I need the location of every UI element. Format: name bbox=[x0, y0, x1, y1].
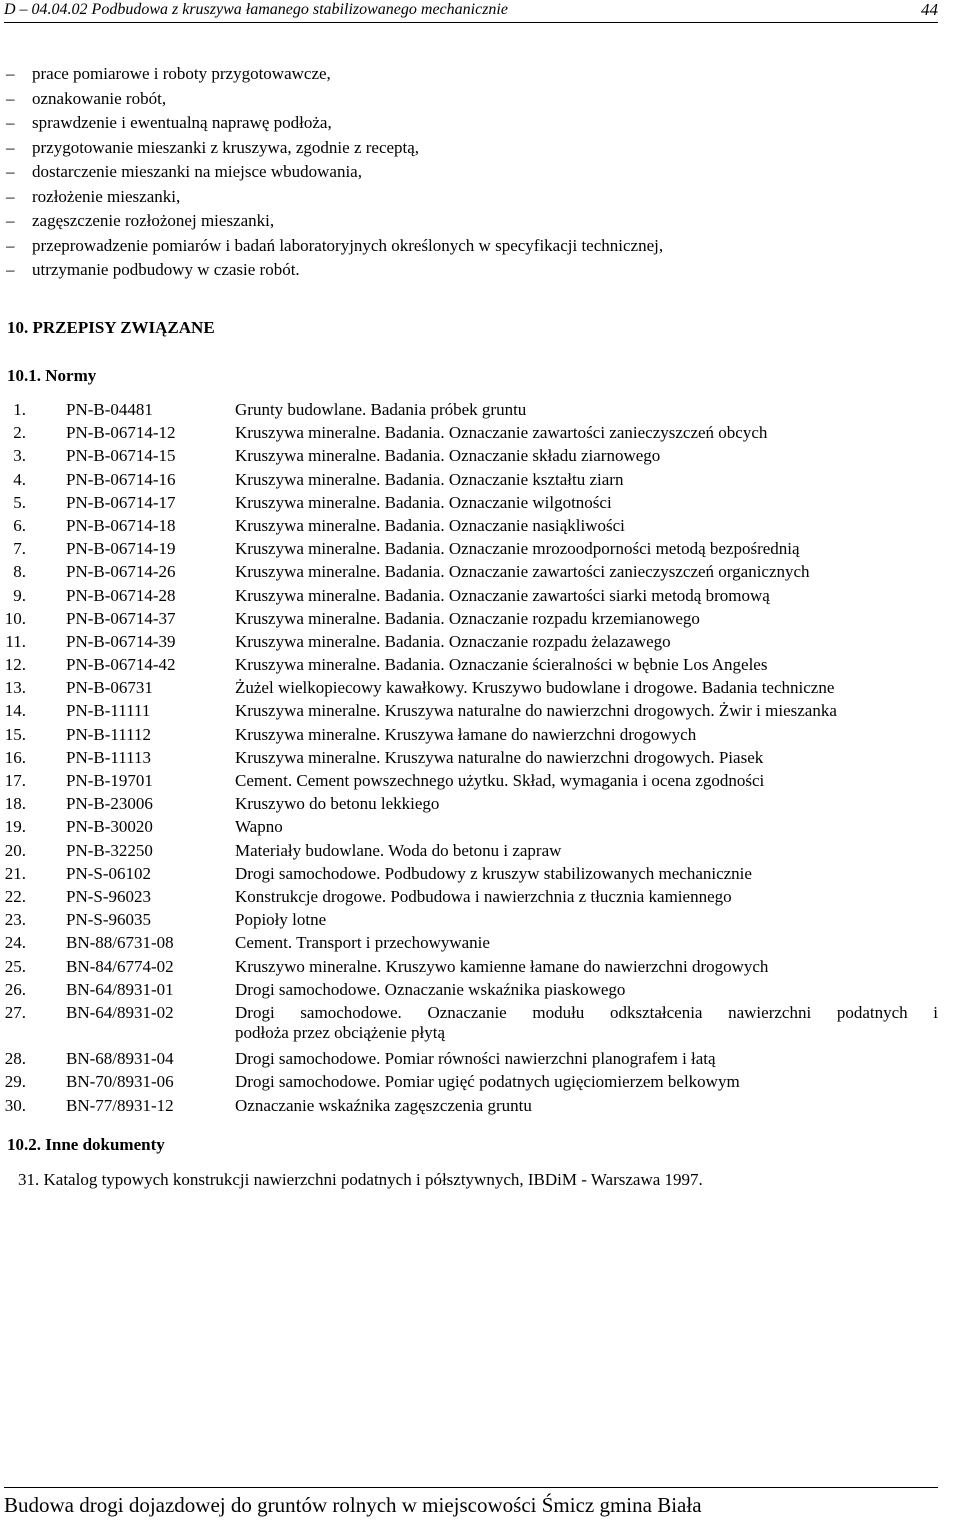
norm-title-text: Konstrukcje drogowe. Podbudowa i nawierzchnia z tłucznia kamiennego bbox=[235, 886, 732, 906]
dash-bullet: – bbox=[6, 113, 15, 132]
norm-title-text: Kruszywo do betonu lekkiego bbox=[235, 794, 440, 814]
norm-code: PN-B-06731 bbox=[66, 678, 153, 698]
norm-title-text: Kruszywa mineralne. Kruszywa naturalne do nawierzchni drogowych. Żwir i mieszanka bbox=[235, 701, 837, 721]
norm-title-text: Kruszywa mineralne. Badania. Oznaczanie ścieralności w bębnie Los Angeles bbox=[235, 655, 768, 675]
norm-title bbox=[235, 1049, 938, 1069]
norm-title bbox=[235, 562, 938, 582]
norms-list bbox=[0, 400, 940, 1119]
norm-title-text: Drogi samochodowe. Podbudowy z kruszyw stabilizowanych mechanicznie bbox=[235, 863, 752, 883]
list-item-text: rozłożenie mieszanki, bbox=[32, 186, 181, 206]
norm-code: BN-70/8931-06 bbox=[66, 1072, 174, 1092]
page-footer bbox=[4, 1487, 938, 1522]
norm-code: PN-B-30020 bbox=[66, 817, 153, 837]
list-item-text: utrzymanie podbudowy w czasie robót. bbox=[32, 260, 300, 279]
norm-number: 25. bbox=[4, 956, 26, 976]
norm-code: PN-B-11111 bbox=[66, 701, 151, 721]
list-item bbox=[6, 162, 663, 187]
norm-title bbox=[235, 632, 938, 652]
list-item bbox=[6, 113, 663, 138]
norm-number: 29. bbox=[4, 1072, 26, 1092]
norm-number: 27. bbox=[4, 1002, 26, 1022]
norm-code: PN-B-06714-17 bbox=[66, 492, 176, 512]
norm-title bbox=[235, 539, 938, 559]
list-item-text: zagęszczenie rozłożonej mieszanki, bbox=[32, 211, 275, 230]
norm-row bbox=[0, 539, 940, 562]
norm-number: 10. bbox=[4, 608, 26, 628]
norm-title-text: Kruszywa mineralne. Kruszywa naturalne do nawierzchni drogowych. Piasek bbox=[235, 747, 764, 767]
norm-number: 26. bbox=[4, 979, 26, 999]
norm-code: BN-64/8931-01 bbox=[66, 979, 174, 999]
norm-title bbox=[235, 446, 938, 466]
norm-number: 24. bbox=[4, 933, 26, 953]
norm-number: 15. bbox=[4, 724, 26, 744]
norm-title bbox=[235, 1072, 938, 1092]
norm-title bbox=[235, 586, 938, 606]
norm-title bbox=[235, 933, 938, 953]
norm-number: 14. bbox=[4, 701, 26, 721]
norm-row bbox=[0, 423, 940, 446]
list-item bbox=[6, 211, 663, 236]
dash-bullet: – bbox=[6, 137, 15, 157]
norm-title bbox=[235, 725, 938, 745]
norm-row bbox=[0, 980, 940, 1003]
norm-number: 3. bbox=[13, 446, 26, 466]
list-item bbox=[6, 138, 663, 163]
norm-title bbox=[235, 1096, 938, 1116]
norm-code: PN-B-06714-18 bbox=[66, 515, 176, 535]
dash-bullet: – bbox=[6, 260, 15, 279]
norm-row bbox=[0, 609, 940, 632]
norm-title bbox=[235, 910, 938, 930]
norm-title-text: Kruszywa mineralne. Badania. Oznaczanie kształtu ziarn bbox=[235, 469, 624, 489]
list-item-text: sprawdzenie i ewentualną naprawę podłoża, bbox=[32, 113, 332, 132]
norm-title-text: Kruszywa mineralne. Badania. Oznaczanie rozpadu żelazawego bbox=[235, 631, 671, 651]
list-item-text: przeprowadzenie pomiarów i badań laboratoryjnych określonych w specyfikacji technicznej, bbox=[32, 235, 664, 255]
norm-row bbox=[0, 516, 940, 539]
norm-title-text: Kruszywo mineralne. Kruszywo kamienne łamane do nawierzchni drogowych bbox=[235, 956, 769, 976]
norm-row bbox=[0, 493, 940, 516]
norm-number: 7. bbox=[13, 539, 26, 559]
norm-title-text: Kruszywa mineralne. Badania. Oznaczanie rozpadu krzemianowego bbox=[235, 608, 700, 628]
norm-title bbox=[235, 817, 938, 837]
norm-number: 20. bbox=[4, 840, 26, 860]
list-item bbox=[6, 187, 663, 212]
norm-number: 1. bbox=[13, 400, 26, 419]
norm-code: PN-B-06714-42 bbox=[66, 655, 176, 675]
norm-title bbox=[235, 794, 938, 814]
norm-number: 30. bbox=[4, 1095, 26, 1115]
norm-title-text: Kruszywa mineralne. Badania. Oznaczanie składu ziarnowego bbox=[235, 446, 661, 466]
dash-bullet: – bbox=[6, 235, 15, 255]
norm-row bbox=[0, 1049, 940, 1072]
norm-title bbox=[235, 678, 938, 698]
norm-number: 17. bbox=[4, 771, 26, 790]
norm-number: 4. bbox=[13, 469, 26, 489]
norm-title-text: Kruszywa mineralne. Badania. Oznaczanie wilgotności bbox=[235, 492, 612, 512]
norm-title bbox=[235, 957, 938, 977]
norm-row bbox=[0, 1072, 940, 1095]
list-item bbox=[6, 64, 663, 89]
norm-row bbox=[0, 701, 940, 724]
norm-title-text: Kruszywa mineralne. Badania. Oznaczanie zawartości siarki metodą bromową bbox=[235, 585, 770, 605]
dash-bullet: – bbox=[6, 211, 15, 230]
norm-row bbox=[0, 400, 940, 423]
section-title: 10. PRZEPISY ZWIĄZANE bbox=[7, 318, 215, 337]
norm-title bbox=[235, 864, 938, 884]
norm-number: 22. bbox=[4, 886, 26, 906]
norm-title-continuation: podłoża przez obciążenie płytą bbox=[235, 1022, 446, 1042]
norm-row bbox=[0, 933, 940, 956]
norm-row bbox=[0, 794, 940, 817]
norm-title-text: Drogi samochodowe. Pomiar ugięć podatnych ugięciomierzem belkowym bbox=[235, 1072, 740, 1092]
list-item bbox=[6, 236, 663, 261]
works-list bbox=[6, 64, 663, 285]
norm-number: 5. bbox=[13, 492, 26, 512]
norm-number: 19. bbox=[4, 817, 26, 837]
norm-title-text: Kruszywa mineralne. Badania. Oznaczanie mrozoodporności metodą bezpośrednią bbox=[235, 539, 800, 559]
norm-row bbox=[0, 771, 940, 794]
norm-title bbox=[235, 400, 938, 420]
dash-bullet: – bbox=[6, 64, 15, 83]
norm-code: PN-B-04481 bbox=[66, 400, 153, 419]
norm-title bbox=[235, 1003, 938, 1043]
norm-number: 2. bbox=[13, 423, 26, 443]
norm-number: 9. bbox=[13, 585, 26, 605]
norm-title bbox=[235, 701, 938, 721]
norm-row bbox=[0, 864, 940, 887]
norm-title bbox=[235, 470, 938, 490]
norm-code: PN-B-06714-26 bbox=[66, 562, 176, 582]
list-item-text: przygotowanie mieszanki z kruszywa, zgodnie z receptą, bbox=[32, 137, 420, 157]
norm-code: BN-77/8931-12 bbox=[66, 1095, 174, 1115]
subsection-other-title: 10.2. Inne dokumenty bbox=[7, 1135, 165, 1154]
norm-code: PN-B-06714-16 bbox=[66, 469, 176, 489]
norm-title bbox=[235, 841, 938, 861]
norm-row bbox=[0, 562, 940, 585]
norm-number: 12. bbox=[4, 655, 26, 675]
dash-bullet: – bbox=[6, 186, 15, 206]
norm-title-text: Drogi samochodowe. Pomiar równości nawierzchni planografem i łatą bbox=[235, 1049, 716, 1069]
norm-code: PN-B-06714-37 bbox=[66, 608, 176, 628]
footer-text: Budowa drogi dojazdowej do gruntów rolnych w miejscowości Śmicz gmina Biała bbox=[4, 1493, 702, 1517]
norm-row bbox=[0, 586, 940, 609]
norm-row bbox=[0, 470, 940, 493]
norm-title-text: Grunty budowlane. Badania próbek gruntu bbox=[235, 400, 527, 419]
norm-code: PN-B-11113 bbox=[66, 747, 151, 767]
norm-row bbox=[0, 725, 940, 748]
norm-code: PN-B-06714-28 bbox=[66, 585, 176, 605]
dash-bullet: – bbox=[6, 88, 15, 108]
norm-title-text: Żużel wielkopiecowy kawałkowy. Kruszywo budowlane i drogowe. Badania techniczne bbox=[235, 678, 835, 698]
norm-title-text: Kruszywa mineralne. Badania. Oznaczanie zawartości zanieczyszczeń obcych bbox=[235, 423, 768, 443]
norm-number: 21. bbox=[4, 863, 26, 883]
dash-bullet: – bbox=[6, 162, 15, 181]
norm-number: 18. bbox=[4, 794, 26, 814]
norm-code: BN-68/8931-04 bbox=[66, 1049, 174, 1069]
norm-title bbox=[235, 771, 938, 791]
norm-title-text: Kruszywa mineralne. Badania. Oznaczanie zawartości zanieczyszczeń organicznych bbox=[235, 562, 810, 582]
norm-number: 6. bbox=[13, 515, 26, 535]
norm-row bbox=[0, 1003, 940, 1049]
norm-title-text: Cement. Cement powszechnego użytku. Skład, wymagania i ocena zgodności bbox=[235, 771, 765, 790]
norm-code: PN-B-06714-15 bbox=[66, 446, 176, 466]
norm-title bbox=[235, 423, 938, 443]
norm-title-text: Materiały budowlane. Woda do betonu i zapraw bbox=[235, 840, 562, 860]
norm-title-text: Drogi samochodowe. Oznaczanie wskaźnika piaskowego bbox=[235, 979, 626, 999]
norm-title bbox=[235, 609, 938, 629]
norm-number: 23. bbox=[4, 910, 26, 930]
norm-number: 16. bbox=[4, 747, 26, 767]
norm-code: PN-B-06714-12 bbox=[66, 423, 176, 443]
norm-row bbox=[0, 655, 940, 678]
norm-code: BN-64/8931-02 bbox=[66, 1002, 174, 1022]
norm-code: PN-B-19701 bbox=[66, 771, 153, 790]
norm-row bbox=[0, 748, 940, 771]
norm-code: BN-88/6731-08 bbox=[66, 933, 174, 953]
norm-title-text: Popioły lotne bbox=[235, 910, 327, 930]
norm-row bbox=[0, 887, 940, 910]
other-document-item: 31. Katalog typowych konstrukcji nawierzchni podatnych i półsztywnych, IBDiM - Warszawa 1997. bbox=[18, 1170, 703, 1189]
norm-row bbox=[0, 678, 940, 701]
norm-title bbox=[235, 493, 938, 513]
norm-row bbox=[0, 957, 940, 980]
norm-row bbox=[0, 632, 940, 655]
norm-code: BN-84/6774-02 bbox=[66, 956, 174, 976]
norm-row bbox=[0, 841, 940, 864]
norm-title-text: Kruszywa mineralne. Kruszywa łamane do nawierzchni drogowych bbox=[235, 724, 697, 744]
page-number: 44 bbox=[921, 0, 938, 19]
norm-number: 11. bbox=[5, 631, 26, 651]
norm-title bbox=[235, 655, 938, 675]
norm-title bbox=[235, 887, 938, 907]
norm-code: PN-S-96023 bbox=[66, 886, 152, 906]
norm-number: 8. bbox=[13, 562, 26, 582]
list-item-text: oznakowanie robót, bbox=[32, 88, 167, 108]
list-item-text: prace pomiarowe i roboty przygotowawcze, bbox=[32, 64, 331, 83]
norm-row bbox=[0, 1096, 940, 1119]
norm-code: PN-B-06714-39 bbox=[66, 631, 176, 651]
norm-row bbox=[0, 910, 940, 933]
page-header bbox=[4, 0, 938, 23]
norm-code: PN-B-32250 bbox=[66, 840, 153, 860]
subsection-norms-title: 10.1. Normy bbox=[7, 366, 97, 385]
norm-code: PN-S-96035 bbox=[66, 910, 152, 930]
norm-code: PN-B-11112 bbox=[66, 724, 151, 744]
norm-number: 28. bbox=[4, 1049, 26, 1069]
norm-title-text: Kruszywa mineralne. Badania. Oznaczanie nasiąkliwości bbox=[235, 515, 625, 535]
norm-number: 13. bbox=[4, 678, 26, 698]
norm-title-text: Drogi samochodowe. Oznaczanie modułu odkształcenia nawierzchni podatnych i bbox=[235, 1002, 938, 1022]
norm-title-text: Wapno bbox=[235, 817, 283, 837]
norm-row bbox=[0, 446, 940, 469]
list-item bbox=[6, 260, 663, 285]
norm-row bbox=[0, 817, 940, 840]
norm-title bbox=[235, 748, 938, 768]
norm-title-text: Oznaczanie wskaźnika zagęszczenia gruntu bbox=[235, 1095, 532, 1115]
norm-title-text: Cement. Transport i przechowywanie bbox=[235, 933, 490, 953]
norm-title bbox=[235, 980, 938, 1000]
norm-code: PN-S-06102 bbox=[66, 863, 152, 883]
norm-code: PN-B-23006 bbox=[66, 794, 153, 814]
list-item bbox=[6, 89, 663, 114]
list-item-text: dostarczenie mieszanki na miejsce wbudowania, bbox=[32, 162, 362, 181]
norm-code: PN-B-06714-19 bbox=[66, 539, 176, 559]
header-title: D – 04.04.02 Podbudowa z kruszywa łamanego stabilizowanego mechanicznie bbox=[4, 1, 508, 18]
norm-title bbox=[235, 516, 938, 536]
